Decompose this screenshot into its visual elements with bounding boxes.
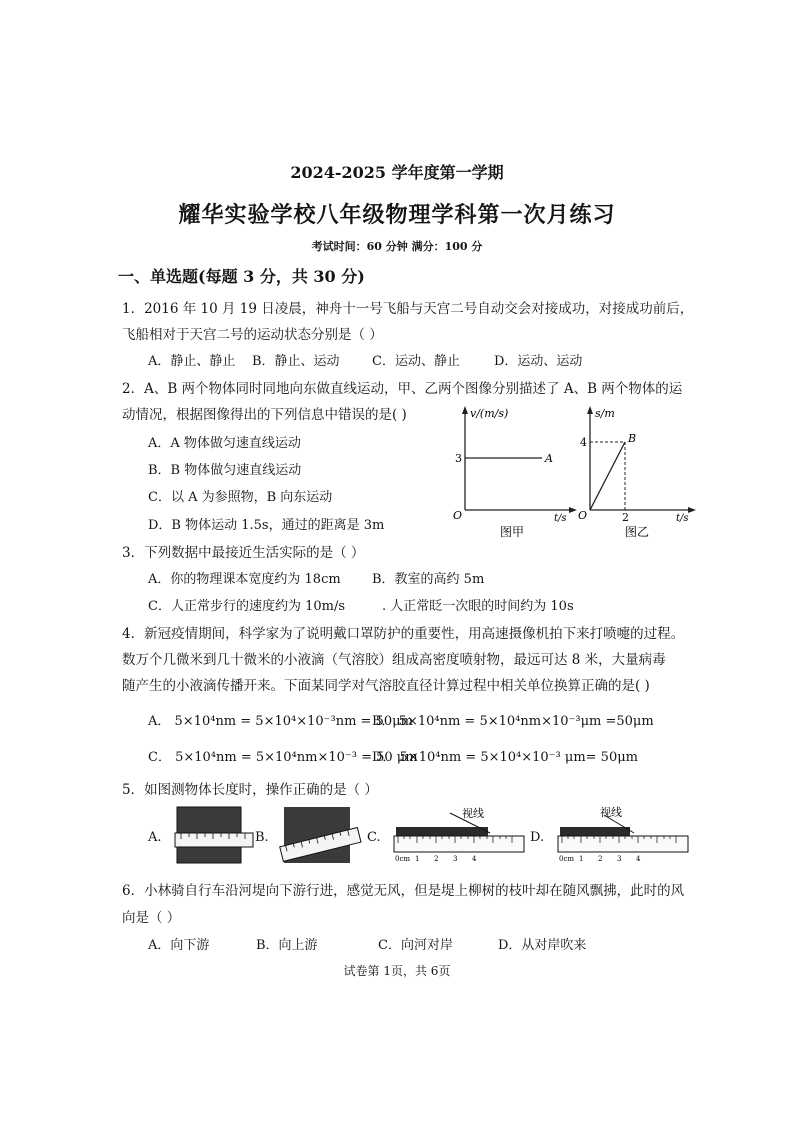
question-1-option-d: D．运动、运动 [494,354,583,369]
graph-yi-xlabel: t/s [676,513,689,524]
graph-yi-y-arrow [587,406,593,414]
question-5-image-c [390,803,528,865]
question-5-option-a-letter: A. [148,830,162,845]
page-title: 耀华实验学校八年级物理学科第一次月练习 [178,202,616,228]
graph-jia-origin: O [453,509,463,522]
graph-yi-point-label: B [628,432,637,445]
section-heading: 一、单选题(每题 3 分，共 30 分) [118,267,365,286]
ruler-d-tick-2: 2 [598,855,603,863]
question-2-option-d: D．B 物体运动 1.5s，通过的距离是 3m [148,518,385,533]
page-footer: 试卷第 1页，共 6页 [343,964,451,978]
graph-jia-line-label: A [545,452,553,465]
question-2-line-1: 2．A、B 两个物体同时同地向东做直线运动，甲、乙两个图像分别描述了 A、B 两个物体的运 [122,381,683,397]
ruler-c-tick-2: 2 [434,855,439,863]
ruler-c [394,836,524,852]
question-6-line-1: 6．小林骑自行车沿河堤向下游行进，感觉无风，但是堤上柳树的枝叶却在随风飘拂，此时的风 [122,883,685,899]
ruler-d-tick-4: 4 [636,855,641,863]
question-5-option-d-letter: D. [530,830,545,845]
graph-yi-x-arrow [688,507,696,513]
question-6-line-2: 向是（ ） [122,910,181,926]
graph-jia [450,405,580,543]
question-3-option-a: A．你的物理课本宽度约为 18cm [148,572,341,587]
question-3-option-c: C．人正常步行的速度约为 10m/s [148,599,345,614]
question-5-line-1: 5．如图测物体长度时，操作正确的是（ ） [122,782,378,798]
exam-info: 考试时间：60 分钟 满分：100 分 [311,240,483,253]
question-4-option-d: D． 5×10⁴nm = 5×10⁴×10⁻³ μm= 50μm [372,750,639,765]
question-1-option-a: A．静止、静止 [148,354,236,369]
graph-yi-ylabel: s/m [595,407,615,420]
question-5-image-d [554,803,692,865]
question-2-option-b: B．B 物体做匀速直线运动 [148,463,302,478]
sight-label-c: 视线 [462,807,484,820]
ruler-c-tick-3: 3 [453,855,458,863]
question-4-option-a: A． 5×10⁴nm = 5×10⁴×10⁻³nm = 50μm [148,714,413,729]
question-2-option-a: A．A 物体做匀速直线运动 [148,436,301,451]
question-4-option-c: C． 5×10⁴nm = 5×10⁴nm×10⁻³ = 50 μm [148,750,418,765]
question-1-option-b: B．静止、运动 [252,354,340,369]
question-1-line-2: 飞船相对于天宫二号的运动状态分别是（ ） [122,327,383,343]
question-6-option-a: A．向下游 [148,938,210,953]
rod-d [560,827,630,836]
graph-jia-ytick: 3 [455,452,462,465]
ruler-d-tick-1: 1 [579,855,584,863]
question-4-option-b: B． 5×10⁴nm = 5×10⁴nm×10⁻³μm =50μm [372,714,654,729]
graph-yi-line-b [590,442,625,510]
ruler-c-tick-1: 1 [415,855,420,863]
ruler-c-zero: 0cm [395,855,411,863]
graph-yi-origin: O [578,509,588,522]
question-5-option-c-letter: C. [367,830,381,845]
graph-jia-xlabel: t/s [554,513,567,524]
question-5-image-b [278,803,363,868]
graph-yi-caption: 图乙 [625,525,650,539]
graph-jia-ylabel: v/(m/s) [470,407,509,420]
ruler-a [175,833,253,847]
ruler-c-tick-4: 4 [472,855,477,863]
question-5-option-b-letter: B. [255,830,269,845]
question-1-line-1: 1．2016 年 10 月 19 日凌晨，神舟十一号飞船与天宫二号自动交会对接成功，对接成功前后， [122,301,694,317]
question-6-option-c: C．向河对岸 [378,938,453,953]
graph-yi [575,405,700,543]
rod-c [396,827,488,836]
term-heading: 2024-2025 学年度第一学期 [290,163,504,182]
ruler-d-zero: 0cm [559,855,575,863]
question-3-option-b: B．教室的高约 5m [372,572,485,587]
question-2-option-c: C．以 A 为参照物，B 向东运动 [148,490,333,505]
graph-yi-xtick: 2 [622,511,629,524]
question-3-line-1: 3．下列数据中最接近生活实际的是（ ） [122,545,365,561]
question-3-option-d: . 人正常眨一次眼的时间约为 10s [382,599,574,614]
question-4-line-1: 4．新冠疫情期间，科学家为了说明戴口罩防护的重要性，用高速摄像机拍下来打喷嚏的过程。 [122,626,685,642]
ruler-d-tick-3: 3 [617,855,622,863]
question-6-option-b: B．向上游 [256,938,318,953]
graph-jia-y-arrow [462,406,468,414]
graph-yi-ytick: 4 [580,436,587,449]
graph-jia-caption: 图甲 [500,525,525,539]
question-5-image-a [173,805,255,867]
question-4-line-3: 随产生的小液滴传播开来。下面某同学对气溶胶直径计算过程中相关单位换算正确的是( ) [122,678,650,694]
sight-label-d: 视线 [600,806,622,819]
ruler-d [558,836,688,852]
question-1-option-c: C．运动、静止 [372,354,460,369]
question-2-line-2: 动情况，根据图像得出的下列信息中错误的是( ) [122,407,407,423]
question-6-option-d: D．从对岸吹来 [498,938,587,953]
question-4-line-2: 数万个几微米到几十微米的小液滴（气溶胶）组成高密度喷射物，最远可达 8 米，大量病毒 [122,652,666,668]
